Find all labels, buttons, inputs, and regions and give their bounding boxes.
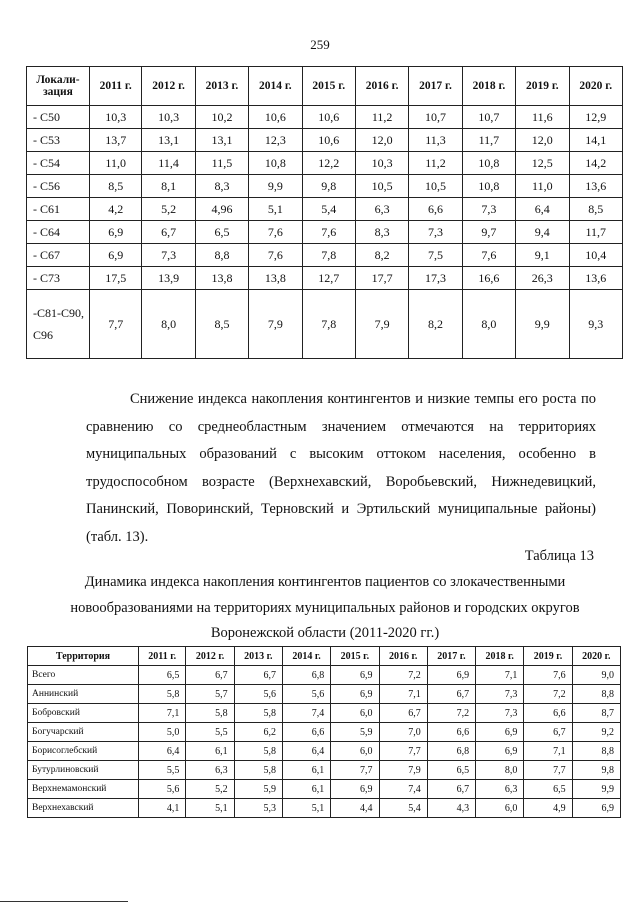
value-cell: 17,5 [90, 267, 142, 290]
column-header-year: 2016 г. [379, 647, 427, 666]
value-cell: 7,7 [90, 290, 142, 359]
value-cell: 7,7 [524, 761, 572, 780]
value-cell: 4,1 [139, 799, 186, 818]
value-cell: 8,7 [572, 704, 620, 723]
value-cell: 7,1 [524, 742, 572, 761]
value-cell: 5,6 [234, 685, 282, 704]
value-cell: 7,4 [282, 704, 330, 723]
value-cell: 6,3 [186, 761, 234, 780]
column-header-year: 2014 г. [249, 67, 302, 106]
value-cell: 6,6 [524, 704, 572, 723]
territory-cell: Верхнехавский [28, 799, 139, 818]
value-cell: 7,2 [379, 666, 427, 685]
value-cell: 11,0 [516, 175, 569, 198]
column-header-year: 2013 г. [195, 67, 248, 106]
value-cell: 10,8 [462, 175, 515, 198]
value-cell: 10,5 [409, 175, 462, 198]
value-cell: 7,3 [476, 704, 524, 723]
value-cell: 11,0 [90, 152, 142, 175]
value-cell: 5,0 [139, 723, 186, 742]
value-cell: 6,6 [282, 723, 330, 742]
localization-cell: - С53 [27, 129, 90, 152]
value-cell: 8,3 [195, 175, 248, 198]
value-cell: 7,9 [249, 290, 302, 359]
value-cell: 6,6 [427, 723, 475, 742]
value-cell: 11,2 [355, 106, 408, 129]
value-cell: 7,0 [379, 723, 427, 742]
body-paragraph [86, 386, 596, 551]
column-header-year: 2015 г. [331, 647, 379, 666]
column-header-year: 2019 г. [516, 67, 569, 106]
value-cell: 9,8 [572, 761, 620, 780]
value-cell: 7,3 [476, 685, 524, 704]
table-row [28, 780, 621, 799]
value-cell: 5,8 [139, 685, 186, 704]
value-cell: 6,9 [572, 799, 620, 818]
value-cell: 7,2 [524, 685, 572, 704]
column-header-year: 2019 г. [524, 647, 572, 666]
value-cell: 12,3 [249, 129, 302, 152]
value-cell: 6,9 [331, 685, 379, 704]
table-row [27, 175, 623, 198]
value-cell: 7,6 [249, 244, 302, 267]
value-cell: 6,5 [139, 666, 186, 685]
column-header-year: 2018 г. [476, 647, 524, 666]
value-cell: 12,9 [569, 106, 623, 129]
value-cell: 7,4 [379, 780, 427, 799]
value-cell: 9,8 [302, 175, 355, 198]
table-row [27, 152, 623, 175]
value-cell: 10,2 [195, 106, 248, 129]
value-cell: 4,2 [90, 198, 142, 221]
value-cell: 5,7 [186, 685, 234, 704]
value-cell: 13,9 [142, 267, 195, 290]
value-cell: 5,8 [234, 761, 282, 780]
value-cell: 11,6 [516, 106, 569, 129]
value-cell: 8,3 [355, 221, 408, 244]
value-cell: 5,2 [142, 198, 195, 221]
value-cell: 6,8 [427, 742, 475, 761]
value-cell: 6,3 [355, 198, 408, 221]
localization-cell: - С50 [27, 106, 90, 129]
value-cell: 6,9 [331, 666, 379, 685]
column-header-year: 2014 г. [282, 647, 330, 666]
value-cell: 8,0 [142, 290, 195, 359]
value-cell: 7,2 [427, 704, 475, 723]
value-cell: 6,9 [427, 666, 475, 685]
table-row [27, 221, 623, 244]
localization-cell: - С73 [27, 267, 90, 290]
territory-cell: Аннинский [28, 685, 139, 704]
value-cell: 9,3 [569, 290, 623, 359]
value-cell: 6,9 [331, 780, 379, 799]
territory-cell: Борисоглебский [28, 742, 139, 761]
value-cell: 12,2 [302, 152, 355, 175]
value-cell: 5,5 [139, 761, 186, 780]
value-cell: 10,3 [355, 152, 408, 175]
table-row [27, 106, 623, 129]
value-cell: 12,0 [355, 129, 408, 152]
territory-cell: Бобровский [28, 704, 139, 723]
value-cell: 6,1 [282, 761, 330, 780]
value-cell: 5,1 [186, 799, 234, 818]
value-cell: 14,1 [569, 129, 623, 152]
value-cell: 7,3 [142, 244, 195, 267]
value-cell: 6,1 [282, 780, 330, 799]
column-header-territory: Территория [28, 647, 139, 666]
value-cell: 7,6 [524, 666, 572, 685]
column-header-year: 2012 г. [186, 647, 234, 666]
value-cell: 6,5 [427, 761, 475, 780]
column-header-year: 2017 г. [427, 647, 475, 666]
value-cell: 5,2 [186, 780, 234, 799]
value-cell: 6,7 [427, 685, 475, 704]
value-cell: 11,2 [409, 152, 462, 175]
value-cell: 16,6 [462, 267, 515, 290]
table-row [28, 685, 621, 704]
value-cell: 5,8 [234, 742, 282, 761]
value-cell: 11,7 [462, 129, 515, 152]
table-row [28, 723, 621, 742]
territory-cell: Бутурлиновский [28, 761, 139, 780]
value-cell: 7,6 [462, 244, 515, 267]
territory-table [27, 646, 621, 818]
value-cell: 14,2 [569, 152, 623, 175]
page-number: 259 [310, 37, 330, 52]
value-cell: 5,8 [186, 704, 234, 723]
value-cell: 10,5 [355, 175, 408, 198]
value-cell: 4,9 [524, 799, 572, 818]
value-cell: 13,6 [569, 175, 623, 198]
value-cell: 9,1 [516, 244, 569, 267]
value-cell: 8,5 [569, 198, 623, 221]
value-cell: 6,9 [476, 723, 524, 742]
column-header-year: 2015 г. [302, 67, 355, 106]
value-cell: 8,0 [462, 290, 515, 359]
value-cell: 6,1 [186, 742, 234, 761]
value-cell: 5,1 [249, 198, 302, 221]
value-cell: 6,5 [195, 221, 248, 244]
table-header-row [28, 647, 621, 666]
value-cell: 7,7 [379, 742, 427, 761]
value-cell: 6,9 [476, 742, 524, 761]
value-cell: 6,7 [142, 221, 195, 244]
column-header-year: 2012 г. [142, 67, 195, 106]
value-cell: 7,1 [139, 704, 186, 723]
value-cell: 5,1 [282, 799, 330, 818]
value-cell: 7,5 [409, 244, 462, 267]
localization-cell: - С54 [27, 152, 90, 175]
value-cell: 11,3 [409, 129, 462, 152]
value-cell: 8,8 [572, 685, 620, 704]
value-cell: 7,1 [476, 666, 524, 685]
table-caption: Динамика индекса накопления контингентов пациентов со злокачественными новообразованиями на территориях муниципальных районов и городских округов Воронежской области (2011-2020 гг.) [70, 574, 580, 641]
value-cell: 10,3 [90, 106, 142, 129]
value-cell: 5,6 [282, 685, 330, 704]
value-cell: 7,7 [331, 761, 379, 780]
value-cell: 5,6 [139, 780, 186, 799]
value-cell: 5,4 [379, 799, 427, 818]
value-cell: 13,6 [569, 267, 623, 290]
value-cell: 5,9 [331, 723, 379, 742]
value-cell: 8,2 [355, 244, 408, 267]
localization-cell: - С61 [27, 198, 90, 221]
value-cell: 6,7 [234, 666, 282, 685]
value-cell: 8,1 [142, 175, 195, 198]
value-cell: 8,8 [572, 742, 620, 761]
value-cell: 4,3 [427, 799, 475, 818]
column-header-year: 2018 г. [462, 67, 515, 106]
localization-cell: -С81-С90, С96 [27, 290, 90, 359]
value-cell: 17,3 [409, 267, 462, 290]
value-cell: 6,0 [476, 799, 524, 818]
value-cell: 12,5 [516, 152, 569, 175]
value-cell: 13,1 [195, 129, 248, 152]
value-cell: 6,7 [186, 666, 234, 685]
column-header-year: 2017 г. [409, 67, 462, 106]
value-cell: 10,7 [409, 106, 462, 129]
value-cell: 6,7 [427, 780, 475, 799]
territory-cell: Богучарский [28, 723, 139, 742]
value-cell: 4,96 [195, 198, 248, 221]
value-cell: 10,7 [462, 106, 515, 129]
value-cell: 10,8 [249, 152, 302, 175]
value-cell: 5,3 [234, 799, 282, 818]
localization-cell: - С56 [27, 175, 90, 198]
value-cell: 17,7 [355, 267, 408, 290]
table-row [27, 267, 623, 290]
table-row [28, 704, 621, 723]
value-cell: 11,7 [569, 221, 623, 244]
value-cell: 5,4 [302, 198, 355, 221]
value-cell: 10,4 [569, 244, 623, 267]
value-cell: 6,7 [524, 723, 572, 742]
column-header-year: 2016 г. [355, 67, 408, 106]
table-row [27, 244, 623, 267]
value-cell: 6,5 [524, 780, 572, 799]
table-row [28, 799, 621, 818]
value-cell: 6,4 [516, 198, 569, 221]
column-header-year: 2020 г. [572, 647, 620, 666]
value-cell: 8,5 [90, 175, 142, 198]
column-header-year: 2011 г. [90, 67, 142, 106]
value-cell: 6,9 [90, 221, 142, 244]
value-cell: 6,3 [476, 780, 524, 799]
value-cell: 11,4 [142, 152, 195, 175]
value-cell: 13,8 [249, 267, 302, 290]
value-cell: 6,4 [282, 742, 330, 761]
value-cell: 7,6 [249, 221, 302, 244]
value-cell: 13,8 [195, 267, 248, 290]
value-cell: 13,1 [142, 129, 195, 152]
table-label: Таблица 13 [524, 548, 594, 564]
value-cell: 6,4 [139, 742, 186, 761]
value-cell: 7,3 [462, 198, 515, 221]
value-cell: 6,0 [331, 742, 379, 761]
value-cell: 9,2 [572, 723, 620, 742]
territory-cell: Верхнемамонский [28, 780, 139, 799]
value-cell: 7,1 [379, 685, 427, 704]
value-cell: 13,7 [90, 129, 142, 152]
value-cell: 8,0 [476, 761, 524, 780]
value-cell: 6,7 [379, 704, 427, 723]
value-cell: 10,6 [302, 106, 355, 129]
localization-cell: - С67 [27, 244, 90, 267]
value-cell: 7,9 [379, 761, 427, 780]
table-row [27, 129, 623, 152]
value-cell: 10,3 [142, 106, 195, 129]
value-cell: 9,9 [572, 780, 620, 799]
value-cell: 8,5 [195, 290, 248, 359]
footnote-divider [0, 901, 128, 902]
paragraph-text: Снижение индекса накопления контингентов и низкие темпы его роста по сравнению со среднеобластным значением отмечаются на территориях муниципальных образований с высоким оттоком населения, особенно в трудоспособном возрасте (Верхнехавский, Воробьевский, Нижнедевицкий, Панинский, Поворинский, Терновский и Эртильский муниципальные районы) (табл. 13). [86, 391, 596, 545]
value-cell: 11,5 [195, 152, 248, 175]
value-cell: 7,9 [355, 290, 408, 359]
value-cell: 5,5 [186, 723, 234, 742]
value-cell: 7,3 [409, 221, 462, 244]
territory-cell: Всего [28, 666, 139, 685]
value-cell: 10,8 [462, 152, 515, 175]
value-cell: 7,8 [302, 244, 355, 267]
value-cell: 5,8 [234, 704, 282, 723]
table-header-row [27, 67, 623, 106]
value-cell: 6,6 [409, 198, 462, 221]
value-cell: 9,9 [249, 175, 302, 198]
value-cell: 6,0 [331, 704, 379, 723]
table-row [28, 742, 621, 761]
value-cell: 10,6 [302, 129, 355, 152]
value-cell: 5,9 [234, 780, 282, 799]
value-cell: 10,6 [249, 106, 302, 129]
localization-table [26, 66, 623, 359]
value-cell: 9,0 [572, 666, 620, 685]
value-cell: 8,2 [409, 290, 462, 359]
localization-cell: - С64 [27, 221, 90, 244]
column-header-year: 2013 г. [234, 647, 282, 666]
table-row [28, 761, 621, 780]
value-cell: 9,7 [462, 221, 515, 244]
column-header-year: 2020 г. [569, 67, 623, 106]
value-cell: 7,8 [302, 290, 355, 359]
column-header-year: 2011 г. [139, 647, 186, 666]
value-cell: 6,9 [90, 244, 142, 267]
value-cell: 9,4 [516, 221, 569, 244]
value-cell: 8,8 [195, 244, 248, 267]
table-row [27, 198, 623, 221]
value-cell: 7,6 [302, 221, 355, 244]
column-header-localization: Локали-зация [27, 67, 90, 106]
value-cell: 26,3 [516, 267, 569, 290]
value-cell: 12,0 [516, 129, 569, 152]
value-cell: 6,2 [234, 723, 282, 742]
value-cell: 9,9 [516, 290, 569, 359]
value-cell: 4,4 [331, 799, 379, 818]
table-row [27, 290, 623, 359]
value-cell: 6,8 [282, 666, 330, 685]
table-row [28, 666, 621, 685]
value-cell: 12,7 [302, 267, 355, 290]
